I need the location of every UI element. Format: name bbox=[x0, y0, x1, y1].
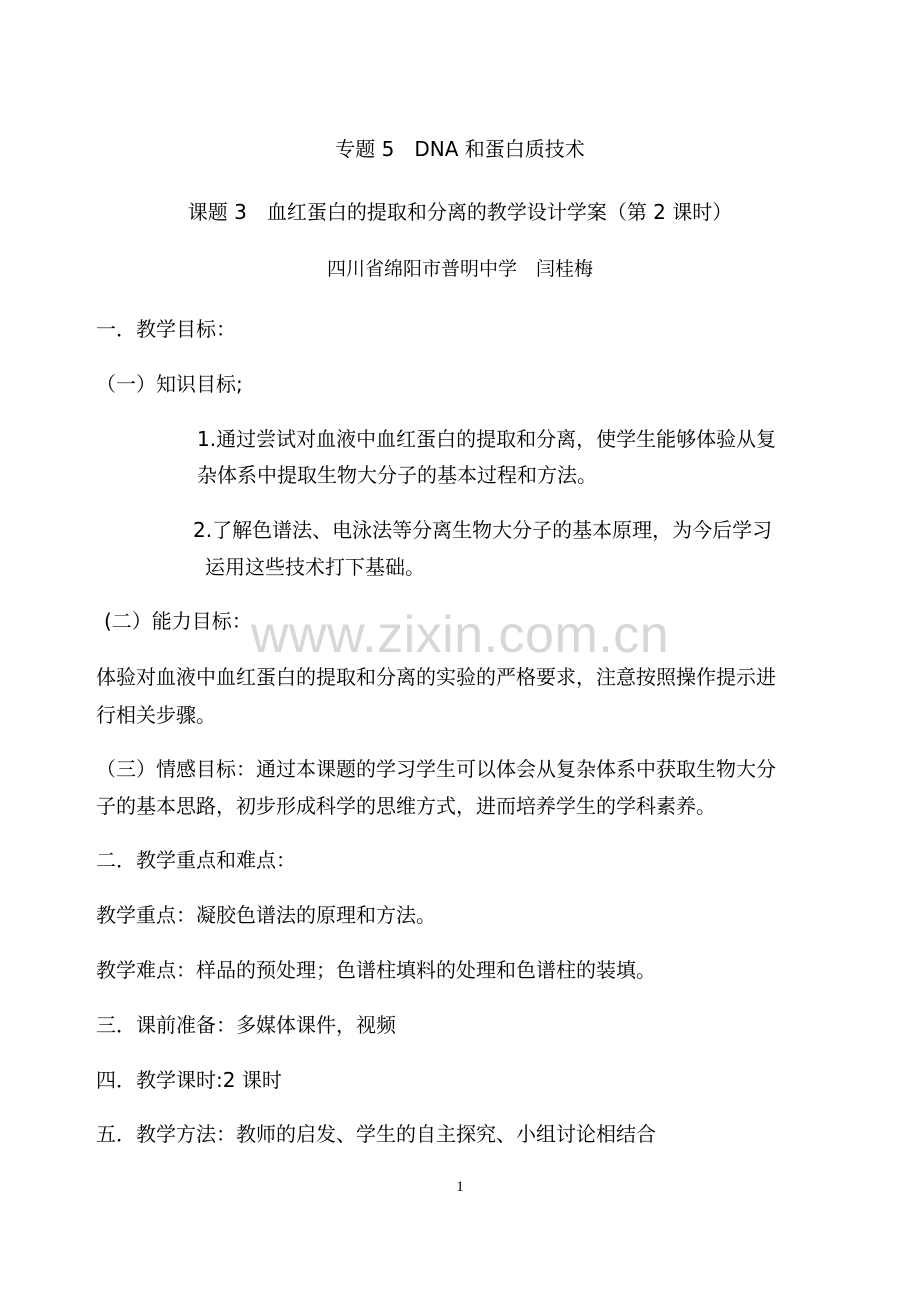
key-point: 教学重点：凝胶色谱法的原理和方法。 bbox=[96, 903, 436, 927]
ability-text-line-2: 行相关步骤。 bbox=[96, 703, 216, 727]
difficult-point: 教学难点：样品的预处理；色谱柱填料的处理和色谱柱的装填。 bbox=[96, 958, 656, 982]
teaching-periods: 四．教学课时:2 课时 bbox=[96, 1068, 282, 1092]
topic-title: 专题 5 DNA 和蛋白质技术 bbox=[335, 137, 585, 161]
emotion-text-line-1: （三）情感目标：通过本课题的学习学生可以体会从复杂体系中获取生物大分 bbox=[96, 757, 776, 781]
keypoints-heading: 二．教学重点和难点： bbox=[96, 848, 296, 872]
page-number: 1 bbox=[456, 1179, 464, 1195]
knowledge-heading: （一）知识目标; bbox=[96, 372, 243, 396]
knowledge-item-1-line-2: 杂体系中提取生物大分子的基本过程和方法。 bbox=[197, 463, 597, 487]
author-line: 四川省绵阳市普明中学 闫桂梅 bbox=[326, 258, 593, 280]
knowledge-item-2-line-2: 运用这些技术打下基础。 bbox=[205, 555, 425, 579]
knowledge-item-2-line-1: 2.了解色谱法、电泳法等分离生物大分子的基本原理，为今后学习 bbox=[193, 518, 773, 542]
teaching-methods: 五．教学方法：教师的启发、学生的自主探究、小组讨论相结合 bbox=[96, 1122, 656, 1146]
lesson-title: 课题 3 血红蛋白的提取和分离的教学设计学案（第 2 课时） bbox=[187, 200, 733, 224]
watermark: www.zixin.com.cn bbox=[250, 606, 670, 664]
emotion-text-line-2: 子的基本思路，初步形成科学的思维方式，进而培养学生的学科素养。 bbox=[96, 794, 716, 818]
preparation: 三．课前准备：多媒体课件，视频 bbox=[96, 1013, 396, 1037]
goals-heading: 一．教学目标： bbox=[96, 317, 236, 341]
ability-text-line-1: 体验对血液中血红蛋白的提取和分离的实验的严格要求，注意按照操作提示进 bbox=[96, 665, 776, 689]
ability-heading: (二）能力目标： bbox=[104, 609, 252, 633]
knowledge-item-1-line-1: 1.通过尝试对血液中血红蛋白的提取和分离，使学生能够体验从复 bbox=[197, 427, 777, 451]
